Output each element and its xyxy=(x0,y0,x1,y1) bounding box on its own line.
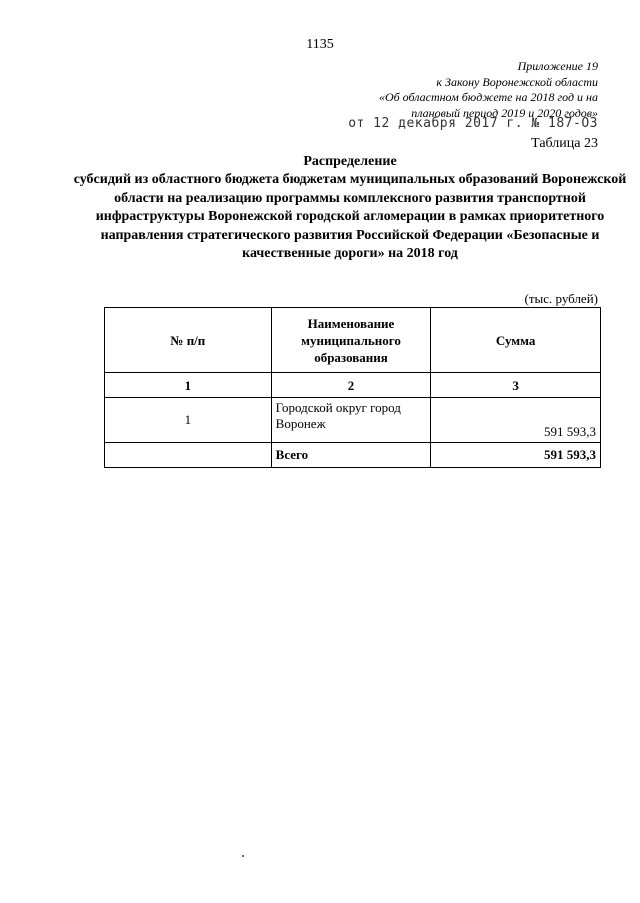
table-header-row xyxy=(105,308,601,373)
municipality-name: Городской округ город Воронеж xyxy=(271,398,431,443)
column-number: 2 xyxy=(271,373,431,398)
appendix-line: плановый период 2019 и 2020 годов» xyxy=(411,105,598,120)
appendix-line: к Закону Воронежской области xyxy=(436,74,598,89)
table-label: Таблица 23 xyxy=(531,136,598,151)
appendix-line: «Об областном бюджете на 2018 год и на xyxy=(378,90,598,104)
column-header-municipality: Наименование муниципального образования xyxy=(271,308,431,373)
scan-speck xyxy=(242,855,244,857)
distribution-table xyxy=(104,307,601,468)
law-date-stamp: от 12 декабря 2017 г. № 187-ОЗ xyxy=(348,116,598,131)
document-subtitle: субсидий из областного бюджета бюджетам муниципальных образований Воронежской области на реализацию программы комплексного развития транспортной инфраструктуры Воронежской городской агломерации в рамках приоритетного направления стратегического развития Российской Федерации «Безопасные и качественные дороги» на 2018 год xyxy=(73,172,627,261)
column-header-number: № п/п xyxy=(105,308,272,373)
row-amount: 591 593,3 xyxy=(431,398,601,443)
column-number: 3 xyxy=(431,373,601,398)
document-title: Распределение xyxy=(303,154,397,169)
total-empty-cell xyxy=(105,443,272,468)
units-label: (тыс. рублей) xyxy=(524,291,598,306)
appendix-reference xyxy=(379,59,598,121)
column-header-amount: Сумма xyxy=(431,308,601,373)
table-row xyxy=(105,398,601,443)
column-number: 1 xyxy=(105,373,272,398)
column-number-row xyxy=(105,373,601,398)
total-amount: 591 593,3 xyxy=(431,443,601,468)
page-number: 1135 xyxy=(306,37,334,52)
appendix-line: Приложение 19 xyxy=(517,59,598,73)
row-number: 1 xyxy=(105,398,272,443)
total-row xyxy=(105,443,601,468)
total-label: Всего xyxy=(271,443,431,468)
